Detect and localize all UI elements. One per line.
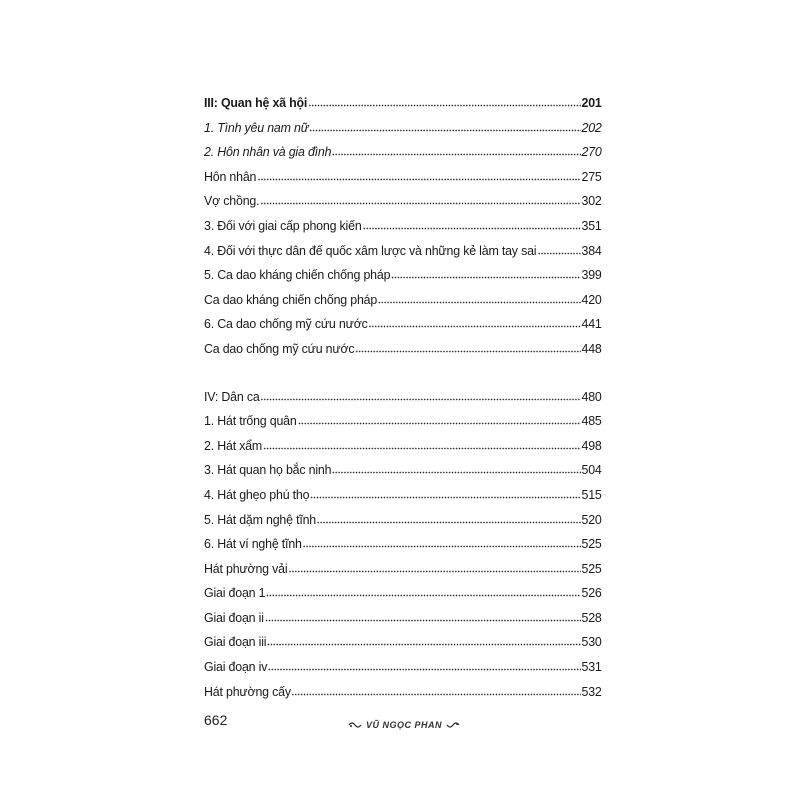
leader-dots [260,191,580,205]
toc-entry-label: Giai đoạn iv [204,659,268,675]
toc-entry-page: 504 [581,462,602,478]
toc-entry-page: 515 [581,486,602,502]
leader-dots [263,436,581,450]
leader-dots [267,632,580,646]
toc-entry-page: 485 [581,413,602,429]
page-number: 662 [204,712,228,728]
leader-dots [260,387,580,401]
toc-entry-page: 526 [581,585,602,601]
toc-entry [204,165,602,190]
toc-entry [204,409,602,434]
toc-entry [204,606,602,631]
section-3-entries [204,116,602,362]
toc-entry-page: 441 [581,316,602,332]
toc-entry-label: 1. Hát trống quân [204,413,297,429]
ornament-right-icon [446,721,460,729]
leader-dots [332,460,580,474]
leader-dots [303,534,581,548]
toc-entry-label: Giai đoạn iii [204,634,267,650]
toc-entry [204,655,602,680]
toc-entry-page: 201 [581,95,602,110]
toc-entry-page: 420 [581,291,602,307]
toc-entry-page: 520 [581,511,602,527]
toc-entry-label: 5. Hát dặm nghệ tĩnh [204,511,317,527]
leader-dots [332,142,580,156]
toc-entry [204,140,602,165]
toc-entry [204,458,602,483]
toc-entry-label: 3. Đối với giai cấp phong kiến [204,217,362,233]
toc-entry-label: Hát phường cấy [204,683,291,699]
toc-entry [204,557,602,582]
toc-entry [204,239,602,264]
toc-entry [204,508,602,533]
toc-entry [204,312,602,337]
toc-entry-page: 530 [581,634,602,650]
table-of-contents [204,91,602,704]
toc-entry [204,581,602,606]
toc-entry [204,263,602,288]
toc-entry-label: 3. Hát quan họ bắc ninh [204,462,332,478]
toc-heading-section-4 [204,385,602,410]
toc-entry [204,337,602,362]
leader-dots [378,290,581,304]
toc-entry-page: 202 [581,119,602,135]
leader-dots [288,559,580,573]
ornament-left-icon [348,721,362,729]
running-footer [348,720,460,730]
toc-entry-label: 2. Hôn nhân và gia đình [204,144,332,160]
toc-entry-page: 532 [581,683,602,699]
toc-entry-label: Ca dao kháng chiến chống pháp [204,291,378,307]
toc-entry-label: Ca dao chống mỹ cứu nước [204,340,355,356]
leader-dots [537,241,580,255]
toc-entry [204,532,602,557]
toc-entry-page: 384 [581,242,602,258]
section-4-entries [204,409,602,704]
leader-dots [265,608,581,622]
toc-entry [204,680,602,705]
toc-entry-label: Vợ chồng. [204,193,260,209]
leader-dots [317,510,581,524]
section-gap [204,362,602,385]
toc-entry-page: 498 [581,437,602,453]
toc-entry-page: 528 [581,609,602,625]
toc-entry-page: 399 [581,267,602,283]
leader-dots [391,265,580,279]
toc-entry-page: 448 [581,340,602,356]
toc-entry-label: Giai đoạn ii [204,609,264,625]
leader-dots [355,339,580,353]
toc-heading-section-3 [204,91,602,116]
toc-entry-page: 351 [581,217,602,233]
toc-entry-label: IV: Dân ca [204,388,260,404]
toc-entry-page: 275 [581,168,602,184]
toc-entry-label: 5. Ca dao kháng chiến chống pháp [204,267,391,283]
toc-entry-label: III: Quan hệ xã hội [204,95,308,110]
toc-entry-label: Hôn nhân [204,168,257,184]
toc-entry-page: 480 [581,388,602,404]
leader-dots [308,93,580,107]
toc-entry [204,288,602,313]
toc-entry [204,483,602,508]
toc-entry-page: 525 [581,560,602,576]
toc-entry [204,189,602,214]
leader-dots [369,314,581,328]
leader-dots [268,657,580,671]
toc-entry-label: 2. Hát xẩm [204,437,263,453]
leader-dots [362,216,580,230]
toc-entry-label: Giai đoạn 1 [204,585,266,601]
toc-entry-page: 525 [581,536,602,552]
leader-dots [292,682,581,696]
toc-entry [204,116,602,141]
toc-entry-label: 6. Hát ví nghệ tĩnh [204,536,302,552]
toc-entry-label: 4. Hát ghẹo phú thọ [204,486,310,502]
toc-entry-label: 1. Tình yêu nam nữ [204,119,309,135]
toc-entry [204,630,602,655]
toc-entry-page: 302 [581,193,602,209]
leader-dots [310,485,580,499]
toc-entry-label: 6. Ca dao chống mỹ cứu nước [204,316,368,332]
toc-entry [204,434,602,459]
leader-dots [266,583,580,597]
toc-entry-label: 4. Đối với thực dân đế quốc xâm lược và những kẻ làm tay sai [204,242,537,258]
author-name: VŨ NGỌC PHAN [366,720,443,730]
leader-dots [257,167,580,181]
toc-entry-label: Hát phường vải [204,560,288,576]
toc-entry-page: 531 [581,659,602,675]
toc-entry-page: 270 [581,144,602,160]
leader-dots [298,411,581,425]
toc-entry [204,214,602,239]
leader-dots [309,118,580,132]
